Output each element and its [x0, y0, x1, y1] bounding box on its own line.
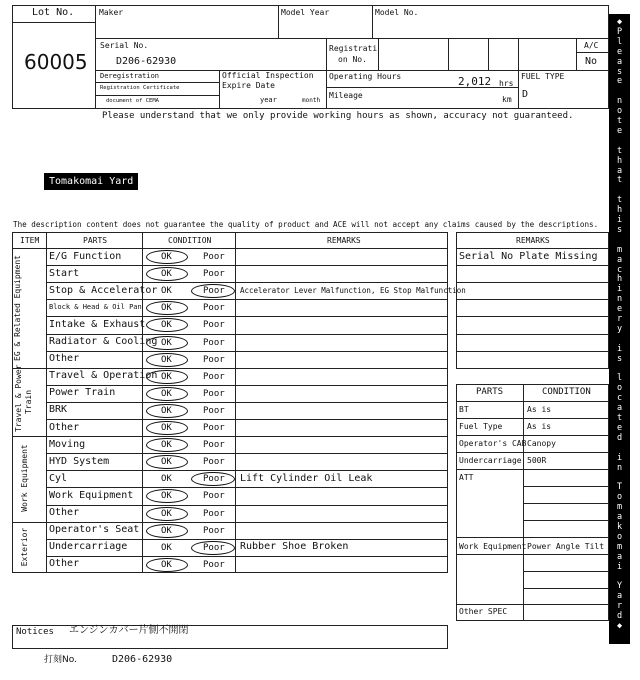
sidebar-char: a [616, 512, 623, 523]
sidebar-char: i [616, 343, 623, 354]
yard-label: Tomakomai Yard [44, 173, 138, 190]
sidebar-char: i [616, 561, 623, 572]
part-label: E/G Function [49, 250, 122, 262]
stamp-label: 打刻No. [44, 655, 77, 665]
operating-hours-value: 2,012 [458, 75, 492, 88]
sidebar-char: i [616, 284, 623, 295]
part-label: Intake & Exhaust [49, 318, 146, 330]
sidebar-char: a [616, 254, 623, 265]
ac-value: No [585, 56, 598, 67]
sidebar-char: h [616, 274, 623, 285]
condition-selected-mark [146, 507, 188, 521]
condition-selected-mark [146, 524, 188, 538]
spec-part-undercarriage: Undercarriage [459, 456, 522, 465]
sidebar-char: y [616, 323, 623, 334]
registration-label-2: on No. [338, 55, 367, 64]
spec-part-fuel: Fuel Type [459, 422, 503, 431]
sidebar-char: t [616, 195, 623, 206]
col-item: ITEM [20, 236, 40, 245]
condition-ok: OK [161, 354, 172, 365]
sidebar-char: t [616, 175, 623, 186]
remark-text: Accelerator Lever Malfunction, EG Stop Malfunction [240, 286, 466, 296]
condition-poor: Poor [203, 423, 225, 433]
condition-ok: OK [161, 440, 172, 451]
sidebar-char: m [616, 502, 623, 513]
sidebar-char: o [616, 531, 623, 542]
condition-ok: OK [161, 559, 172, 570]
sidebar-char: n [616, 294, 623, 305]
maker-label: Maker [99, 8, 124, 17]
fuel-type-value: D [522, 89, 529, 100]
hours-unit: hrs [499, 79, 514, 88]
condition-poor: Poor [203, 371, 225, 382]
registration-label: Registrati [329, 44, 378, 53]
spec-value-undercarriage: 500R [527, 456, 547, 465]
condition-ok: OK [161, 252, 172, 262]
sidebar-char: n [616, 462, 623, 473]
mileage-label: Mileage [329, 91, 363, 100]
sidebar-char: e [616, 422, 623, 433]
condition-selected-mark [146, 267, 188, 281]
model-no-label: Model No. [375, 8, 419, 17]
sidebar-char: e [616, 125, 623, 136]
sidebar-char: c [616, 393, 623, 404]
sidebar-char: h [616, 155, 623, 166]
spec-part-work-equipment: Work Equipment [459, 542, 527, 551]
header-frame [12, 5, 609, 109]
condition-selected-mark [146, 558, 188, 572]
sidebar-char: r [616, 314, 623, 325]
condition-ok: OK [161, 337, 172, 348]
condition-ok: OK [161, 491, 172, 502]
sidebar-char: h [616, 205, 623, 216]
sidebar-char: t [616, 413, 623, 424]
sidebar-char: n [616, 96, 623, 107]
condition-poor: Poor [203, 354, 225, 365]
condition-ok: OK [161, 508, 172, 519]
right-remarks-header: REMARKS [516, 236, 550, 245]
part-label: Block & Head & Oil Pan [49, 303, 142, 312]
group-travel-power: Travel & Power [14, 364, 23, 432]
sidebar-char: a [616, 403, 623, 414]
specs-col-condition: CONDITION [542, 387, 591, 397]
part-label: Other [49, 558, 80, 570]
spec-part-bt: BT [459, 405, 469, 414]
group-eg-related: EG & Related Equipment [13, 255, 22, 361]
condition-poor: Poor [203, 337, 225, 348]
condition-poor: Poor [203, 559, 225, 570]
condition-selected-mark [146, 370, 188, 384]
notices-text: エンジンカバー片側不開閉 [69, 625, 189, 636]
condition-poor: Poor [203, 542, 225, 553]
condition-selected-mark [146, 438, 188, 452]
condition-selected-mark [146, 404, 188, 418]
sidebar-char: e [616, 46, 623, 57]
sidebar-char: a [616, 56, 623, 67]
sidebar-char: l [616, 373, 623, 384]
part-label: Start [49, 267, 80, 279]
sidebar-char: r [616, 601, 623, 612]
condition-selected-mark [146, 353, 188, 367]
notices-label: Notices [16, 627, 54, 637]
sidebar-char: c [616, 264, 623, 275]
deregistration-label: Deregistration [100, 72, 160, 80]
part-label: Moving [49, 438, 86, 450]
sidebar-char: P [616, 26, 623, 37]
spec-value-bt: As is [527, 405, 552, 414]
condition-ok: OK [161, 286, 172, 297]
sidebar-char: m [616, 244, 623, 255]
disclaimer: The description content does not guarantee the quality of product and ACE will not accept any claims caused by the descriptions. [13, 220, 599, 229]
condition-poor: Poor [203, 474, 225, 485]
spec-part-att: ATT [459, 473, 474, 482]
condition-selected-mark [146, 421, 188, 435]
condition-ok: OK [161, 303, 172, 314]
part-label: Cyl [49, 472, 68, 484]
condition-selected-mark [146, 250, 188, 264]
month-label: month [302, 97, 321, 104]
col-condition: CONDITION [168, 236, 212, 245]
sidebar-char: o [616, 492, 623, 503]
model-year-label: Model Year [281, 8, 330, 17]
sidebar-char: d [616, 611, 623, 622]
sidebar-char: a [616, 591, 623, 602]
group-travel-power-2: Train [24, 389, 33, 415]
location-sidebar [609, 14, 630, 644]
condition-selected-mark [191, 541, 235, 555]
remark-text: Lift Cylinder Oil Leak [240, 472, 373, 484]
condition-ok: OK [161, 525, 172, 536]
condition-selected-mark [146, 336, 188, 350]
sidebar-char: a [616, 551, 623, 562]
sidebar-char: s [616, 224, 623, 235]
ac-label: A/C [584, 41, 599, 50]
condition-poor: Poor [203, 269, 225, 280]
part-label: Power Train [49, 387, 116, 399]
mileage-unit: km [502, 95, 512, 104]
sidebar-char: m [616, 541, 623, 552]
condition-selected-mark [146, 387, 188, 401]
condition-ok: OK [161, 457, 172, 468]
sidebar-char: ◆ [616, 621, 623, 631]
condition-ok: OK [161, 320, 172, 331]
lot-label: Lot No. [32, 7, 75, 18]
condition-poor: Poor [203, 440, 225, 451]
part-label: Operator's Seat [49, 524, 140, 536]
condition-ok: OK [161, 474, 172, 485]
operating-hours-label: Operating Hours [329, 72, 402, 81]
sidebar-char: o [616, 106, 623, 117]
specs-col-parts: PARTS [476, 387, 504, 397]
sidebar-char: e [616, 304, 623, 315]
inspection-label: Official Inspection [222, 71, 314, 80]
col-remarks: REMARKS [327, 236, 361, 245]
sidebar-char: e [616, 76, 623, 87]
condition-poor: Poor [203, 388, 225, 399]
sidebar-char: o [616, 383, 623, 394]
condition-poor: Poor [203, 508, 225, 519]
sidebar-char: s [616, 66, 623, 77]
sidebar-char: i [616, 452, 623, 463]
hours-accuracy-note: Please understand that we only provide working hours as shown, accuracy not guaranteed. [102, 111, 574, 121]
sidebar-char: ◆ [616, 17, 623, 27]
part-label: Radiator & Cooling [49, 336, 158, 347]
condition-poor: Poor [203, 303, 225, 314]
group-work-equipment: Work Equipment [20, 444, 29, 512]
col-parts: PARTS [83, 236, 108, 245]
condition-poor: Poor [203, 252, 225, 262]
condition-poor: Poor [203, 525, 225, 536]
part-label: Other [49, 421, 80, 433]
spec-value-cab: Canopy [527, 439, 556, 448]
year-label: year [260, 96, 277, 104]
condition-ok: OK [161, 405, 172, 416]
condition-ok: OK [161, 371, 172, 382]
fuel-type-label: FUEL TYPE [521, 72, 565, 81]
part-label: Other [49, 507, 80, 518]
sidebar-char: Y [616, 581, 623, 592]
part-label: Work Equipment [49, 489, 134, 501]
part-label: Stop & Accelerator [49, 284, 158, 296]
part-label: Other [49, 353, 80, 365]
condition-ok: OK [161, 423, 172, 433]
remark-text: Rubber Shoe Broken [240, 541, 349, 553]
sidebar-char: s [616, 353, 623, 364]
sidebar-char: k [616, 521, 623, 532]
condition-poor: Poor [203, 320, 225, 331]
spec-part-cab: Operator's CAB [459, 439, 527, 448]
spec-value-fuel: As is [527, 422, 552, 431]
group-exterior: Exterior [20, 527, 29, 567]
part-label: Travel & Operation [49, 370, 158, 382]
stamp-value: D206-62930 [112, 654, 173, 665]
sidebar-char: t [616, 145, 623, 156]
serial-value: D206-62930 [116, 56, 177, 67]
spec-part-other: Other SPEC [459, 607, 508, 616]
condition-poor: Poor [203, 405, 225, 416]
condition-poor: Poor [203, 286, 225, 297]
part-label: HYD System [49, 455, 110, 467]
sidebar-char: i [616, 215, 623, 226]
sidebar-char: a [616, 165, 623, 176]
condition-poor: Poor [203, 491, 225, 502]
inspection-label-2: Expire Date [222, 81, 275, 90]
lot-number: 60005 [24, 50, 88, 74]
sidebar-char: t [616, 116, 623, 127]
spec-value-work-equipment: Power Angle Tilt [527, 542, 605, 551]
condition-ok: OK [161, 388, 172, 399]
part-label: BRK [49, 404, 68, 416]
serial-label: Serial No. [100, 41, 149, 50]
registration-certificate-label: Registration Certificate [100, 85, 180, 91]
right-remarks-line-1: Serial No Plate Missing [459, 251, 598, 262]
condition-poor: Poor [203, 457, 225, 468]
condition-ok: OK [161, 269, 172, 280]
cema-document-label: document of CEMA [106, 98, 159, 104]
condition-ok: OK [161, 542, 172, 553]
sidebar-char: d [616, 432, 623, 443]
sidebar-char: l [616, 36, 623, 47]
sidebar-char: T [616, 482, 623, 493]
part-label: Undercarriage [49, 541, 128, 553]
